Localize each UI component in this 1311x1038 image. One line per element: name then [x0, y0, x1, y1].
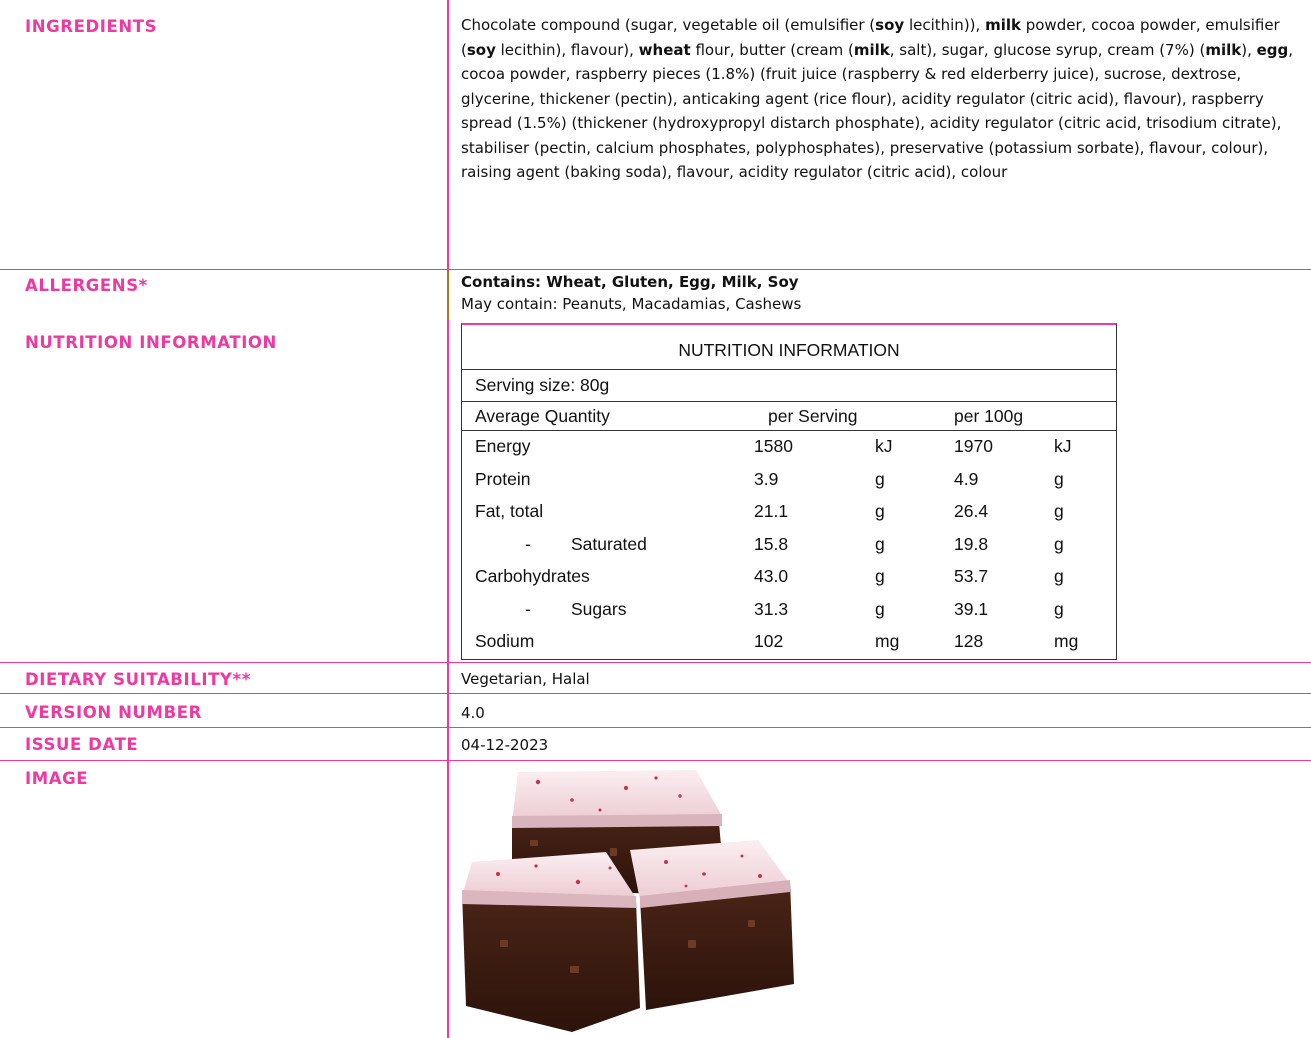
per-serving-unit: g — [875, 566, 885, 586]
dietary-row — [0, 663, 1311, 694]
product-photo-raspberry-brownie — [460, 770, 806, 1032]
per-100g-unit: g — [1054, 468, 1064, 489]
version-row — [0, 701, 1311, 728]
nutrition-row-protein — [462, 463, 1116, 495]
ingredient-allergen-bold: wheat — [638, 40, 691, 59]
per-100g-unit: g — [1054, 501, 1064, 521]
nutrient-name: Carbohydrates — [475, 566, 590, 586]
allergens-contains: Contains: Wheat, Gluten, Egg, Milk, Soy — [461, 273, 799, 291]
dietary-label: DIETARY SUITABILITY** — [25, 670, 251, 689]
ingredient-allergen-bold: egg — [1256, 40, 1289, 59]
allergens-label: ALLERGENS* — [25, 276, 148, 295]
per-serving-value: 43.0 — [754, 566, 789, 586]
per-100g-value: 53.7 — [954, 566, 989, 586]
per-serving-value: 31.3 — [754, 598, 789, 619]
nutrition-header-row — [462, 402, 1116, 431]
ingredient-allergen-bold: milk — [985, 16, 1021, 34]
per-serving-value: 21.1 — [754, 501, 789, 521]
ingredient-allergen-bold: milk — [853, 40, 890, 59]
nutrient-name: Sugars — [571, 598, 627, 619]
per-serving-unit: g — [875, 533, 885, 554]
per-100g-unit: g — [1054, 533, 1064, 554]
issue-date-row — [0, 731, 1311, 761]
ingredient-text-segment: powder, cocoa powder, emulsifier ( — [461, 16, 1280, 59]
nutrition-label: NUTRITION INFORMATION — [25, 333, 277, 352]
allergens-row — [0, 270, 1311, 320]
per-serving-unit: g — [875, 501, 885, 521]
nutrient-name: Sodium — [475, 631, 535, 651]
dietary-value: Vegetarian, Halal — [461, 670, 590, 688]
nutrition-row-carbohydrates — [462, 560, 1116, 592]
ingredients-label: INGREDIENTS — [25, 17, 158, 36]
allergens-may-contain: May contain: Peanuts, Macadamias, Cashews — [461, 295, 802, 313]
per-serving-unit: mg — [875, 631, 900, 651]
per-100g-value: 128 — [954, 631, 984, 651]
brownie-piece-left — [462, 852, 640, 1032]
nutrition-panel — [461, 323, 1117, 660]
allergens-value — [461, 271, 1303, 315]
per-100g-unit: g — [1054, 598, 1064, 619]
serving-size: Serving size: 80g — [462, 369, 1116, 402]
nutrition-row-fat-total — [462, 495, 1116, 527]
nutrient-name: Energy — [475, 436, 531, 456]
per-100g-unit: kJ — [1054, 436, 1072, 456]
header-per-100g: per 100g — [954, 406, 1024, 426]
nutrition-row-sugars — [462, 593, 1116, 625]
nutrient-name: Saturated — [571, 533, 647, 554]
per-serving-value: 15.8 — [754, 533, 789, 554]
per-serving-value: 1580 — [754, 436, 793, 456]
ingredient-allergen-bold: soy — [875, 16, 905, 34]
ingredients-text — [461, 13, 1303, 185]
ingredient-text-segment: ), — [1241, 40, 1257, 59]
ingredient-allergen-bold: soy — [466, 40, 496, 59]
nutrient-name: Protein — [475, 468, 531, 489]
nutrition-panel-caption: NUTRITION INFORMATION — [462, 325, 1116, 370]
nutrition-row-sodium — [462, 625, 1116, 657]
per-serving-unit: g — [875, 598, 885, 619]
ingredient-text-segment: lecithin), flavour), — [495, 40, 639, 59]
per-100g-value: 26.4 — [954, 501, 989, 521]
ingredients-row — [0, 0, 1311, 270]
version-value: 4.0 — [461, 704, 485, 722]
issue-date-label: ISSUE DATE — [25, 735, 139, 754]
nutrition-row-energy — [462, 430, 1116, 462]
header-average-quantity: Average Quantity — [475, 406, 610, 426]
ingredient-text-segment: , salt), sugar, glucose syrup, cream (7%) ( — [889, 40, 1206, 59]
per-serving-value: 102 — [754, 631, 784, 651]
ingredient-text-segment: flour, butter (cream ( — [690, 40, 854, 59]
ingredient-text-segment: , cocoa powder, raspberry pieces (1.8%) (fruit juice (raspberry & red elderberry juice), sucrose, dextrose, glycerine, thickener (pectin), anticaking agent (rice flour), acidity regulator (citric acid), flavour), raspberry spread (1.5%) (thickener (hydroxypropyl distarch phosphate), acidity regulator (citric acid, trisodium citrate), stabiliser (pectin, calcium phosphates, polyphosphates), preservative (potassium sorbate), flavour, colour), raising agent (baking soda), flavour, acidity regulator (citric acid), colour — [461, 40, 1294, 181]
per-100g-value: 39.1 — [954, 598, 989, 619]
issue-date-value: 04-12-2023 — [461, 736, 549, 754]
per-serving-value: 3.9 — [754, 468, 779, 489]
nutrient-name: Fat, total — [475, 501, 544, 521]
per-serving-unit: g — [875, 468, 885, 489]
per-100g-unit: mg — [1054, 631, 1079, 651]
per-100g-value: 1970 — [954, 436, 993, 456]
image-label: IMAGE — [25, 769, 89, 788]
per-100g-value: 19.8 — [954, 533, 989, 554]
nutrition-row-saturated — [462, 528, 1116, 560]
per-100g-unit: g — [1054, 566, 1064, 586]
version-label: VERSION NUMBER — [25, 703, 202, 722]
brownie-piece-right — [630, 840, 794, 1010]
ingredient-allergen-bold: milk — [1205, 40, 1242, 59]
nutrient-dash: - — [525, 598, 531, 619]
header-per-serving: per Serving — [768, 406, 858, 426]
per-100g-value: 4.9 — [954, 468, 979, 489]
nutrient-dash: - — [525, 533, 531, 554]
ingredient-text-segment: Chocolate compound (sugar, vegetable oil (emulsifier ( — [461, 16, 876, 34]
ingredient-text-segment: lecithin)), — [904, 16, 986, 34]
per-serving-unit: kJ — [875, 436, 893, 456]
